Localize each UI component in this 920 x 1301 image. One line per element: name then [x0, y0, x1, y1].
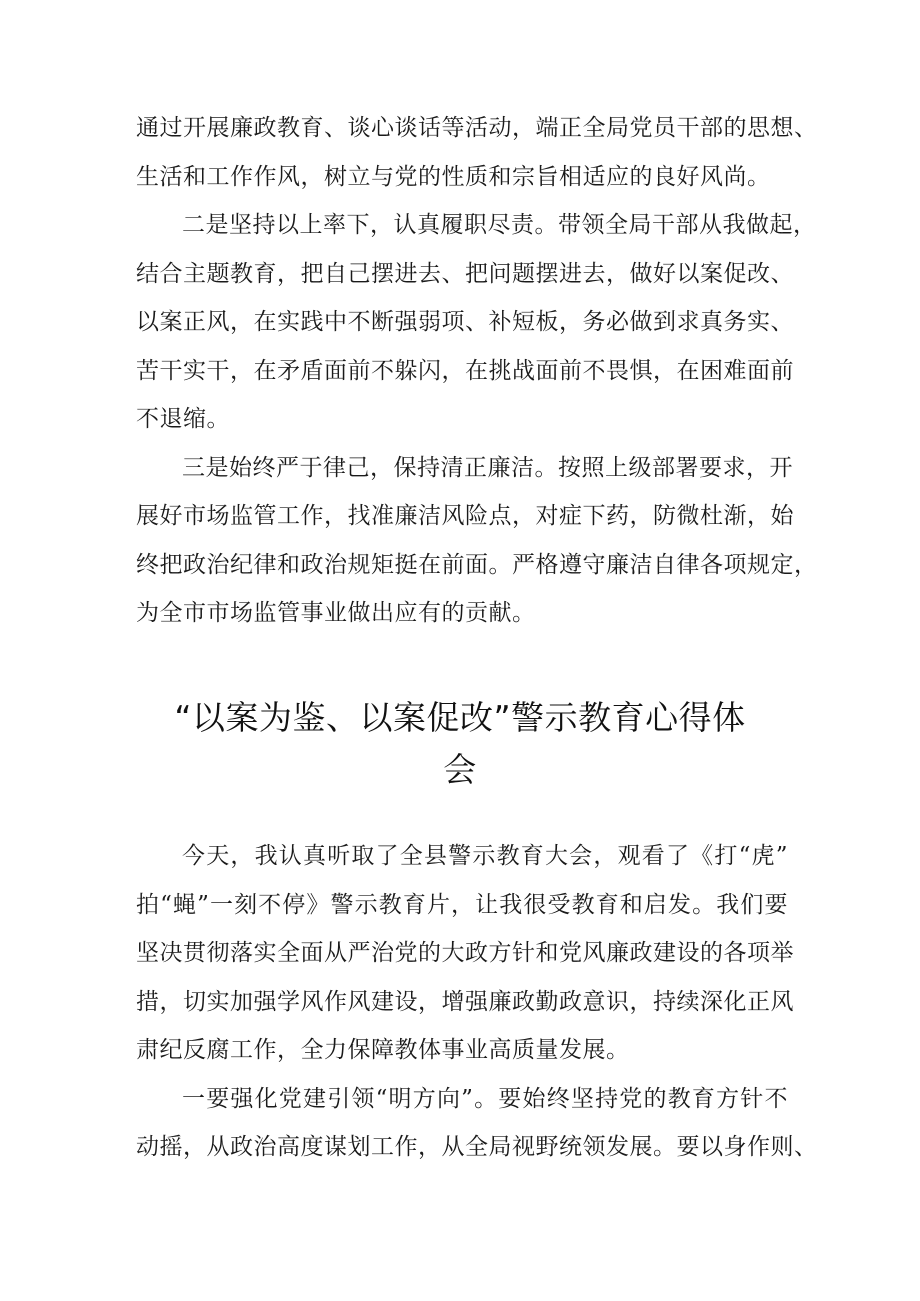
- text-line: 二是坚持以上率下，认真履职尽责。带领全局干部从我做起，: [182, 212, 817, 238]
- text-line: 措，切实加强学风作风建设，增强廉政勤政意识，持续深化正风: [136, 988, 794, 1015]
- paragraph: [136, 832, 794, 1075]
- title-line: “以案为鉴、以案促改”警示教育心得体: [174, 698, 746, 737]
- text-line: 肃纪反腐工作，全力保障教体事业高质量发展。: [136, 1037, 630, 1063]
- text-line: 三是始终严于律己，保持清正廉洁。按照上级部署要求，开: [182, 454, 793, 481]
- text-line: 生活和工作作风，树立与党的性质和宗旨相适应的良好风尚。: [136, 163, 771, 190]
- text-line: 以案正风，在实践中不断强弱项、补短板，务必做到求真务实、: [136, 309, 794, 335]
- text-line: 不退缩。: [136, 406, 230, 432]
- text-line: 展好市场监管工作，找准廉洁风险点，对症下药，防微杜渐，始: [136, 503, 794, 529]
- text-line: 今天，我认真听取了全县警示教育大会，观看了《打“虎”: [182, 843, 788, 869]
- paragraph: [136, 104, 818, 201]
- paragraph: [136, 1075, 818, 1172]
- text-line: 坚决贯彻落实全面从严治党的大政方针和党风廉政建设的各项举: [136, 940, 794, 966]
- bottom-text-block: [136, 832, 818, 1172]
- top-text-block: [136, 104, 818, 638]
- text-line: 动摇，从政治高度谋划工作，从全局视野统领发展。要以身作则、: [136, 1134, 818, 1160]
- text-line: 终把政治纪律和政治规矩挺在前面。严格遵守廉洁自律各项规定，: [136, 551, 818, 578]
- text-line: 通过开展廉政教育、谈心谈话等活动，端正全局党员干部的思想、: [136, 115, 818, 141]
- text-line: 一要强化党建引领“明方向”。要始终坚持党的教育方针不: [182, 1085, 788, 1112]
- text-line: 苦干实干，在矛盾面前不躲闪，在挑战面前不畏惧，在困难面前: [136, 357, 794, 384]
- text-line: 拍“蝇”一刻不停》警示教育片，让我很受教育和启发。我们要: [136, 891, 788, 918]
- text-line: 为全市市场监管事业做出应有的贡献。: [136, 600, 536, 626]
- title-line: 会: [443, 750, 477, 789]
- paragraph: [136, 201, 817, 444]
- article-title: [120, 692, 800, 796]
- paragraph: [136, 444, 818, 638]
- text-line: 结合主题教育，把自己摆进去、把问题摆进去，做好以案促改、: [136, 260, 794, 287]
